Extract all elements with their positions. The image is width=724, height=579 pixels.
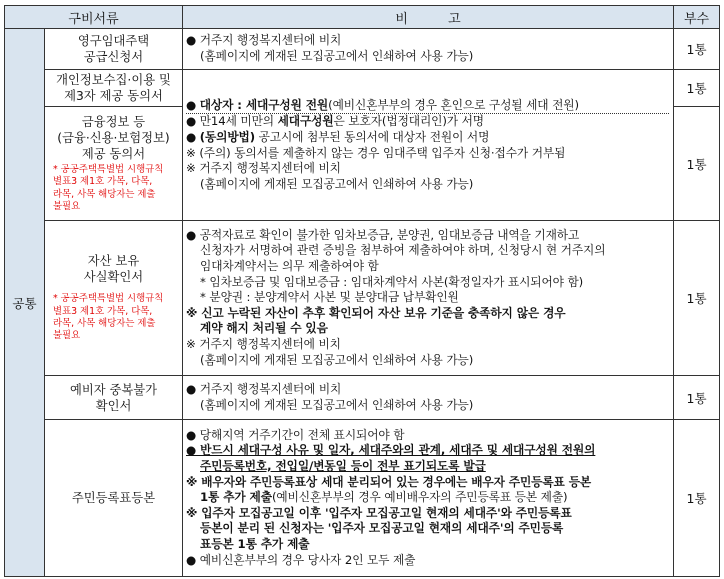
doc-name: 자산 보유 사실확인서 * 공공주택특별법 시행규칙 별표3 제1호 가목, 다목, 라목, 사목 해당자는 제출 불필요 <box>45 221 183 376</box>
remarks: ● 공적자료로 확인이 불가한 임차보증금, 분양권, 임대보증금 내역을 기재하고 신청자가 서명하여 관련 증빙을 첨부하여 제출하여야 하며, 신청당시 현 거주지의 임대차계약서는 의무 제출하여야 함 * 임차보증금 및 임대보증금 : 임대차계약서 사본(확정일자가 표시되어야 함) * 분양권 : 분양계약서 사본 및 분양대금 납부확인원 ※ 신고 누락된 자산이 추후 확인되어 자산 보유 기준을 충족하지 않은 경우 계약 해지 처리될 수 있음 ※ 거주지 행정복지센터에 비치 (홈페이지에 게재된 모집공고에서 인쇄하여 사용 가능) <box>183 221 674 376</box>
copy-count: 1통 <box>674 221 720 376</box>
group-label: 공통 <box>5 29 45 577</box>
doc-name: 예비자 중복불가 확인서 <box>45 376 183 420</box>
table-header-row <box>5 6 720 29</box>
copy-count: 1통 <box>674 29 720 70</box>
doc-name: 영구임대주택 공급신청서 <box>45 29 183 70</box>
remarks: ● 당해지역 거주기간이 전체 표시되어야 함 ● 반드시 세대구성 사유 및 일자, 세대주와의 관계, 세대주 및 세대구성원 전원의 주민등록번호, 전입일/변동일 등이 전부 표기되도록 발급 ※ 배우자와 주민등록표상 세대 분리되어 있는 경우에는 배우자 주민등록표 등본 1통 추가 제출(예비신혼부부의 경우 예비배우자의 주민등록표 등본 제출) ※ 입주자 모집공고일 이후 '입주자 모집공고일 현재의 세대주'와 주민등록표 등본이 분리 된 신청자는 '입주자 모집공고일 현재의 세대주'의 주민등록 표등본 1통 추가 제출 ● 예비신혼부부의 경우 당사자 2인 모두 제출 <box>183 420 674 577</box>
header-copies: 부수 <box>674 6 720 29</box>
exemption-note: * 공공주택특별법 시행규칙 별표3 제1호 가목, 다목, 라목, 사목 해당자는 제출 불필요 <box>53 163 164 212</box>
table-row <box>5 376 720 420</box>
copy-count: 1통 <box>674 376 720 420</box>
table-row <box>5 70 720 107</box>
header-remarks: 비 고 <box>183 6 674 29</box>
required-documents-table <box>4 5 720 577</box>
doc-name: 개인정보수집·이용 및 제3자 제공 동의서 <box>45 70 183 107</box>
exemption-note: * 공공주택특별법 시행규칙 별표3 제1호 가목, 다목, 라목, 사목 해당자는 제출 불필요 <box>53 293 164 342</box>
table-row <box>5 420 720 577</box>
doc-name: 주민등록표등본 <box>45 420 183 577</box>
copy-count: 1통 <box>674 70 720 107</box>
copy-count: 1통 <box>674 420 720 577</box>
header-documents: 구비서류 <box>5 6 183 29</box>
table-row <box>5 221 720 376</box>
remarks: ● 거주지 행정복지센터에 비치 (홈페이지에 게재된 모집공고에서 인쇄하여 사용 가능) <box>183 376 674 420</box>
remarks: ● 거주지 행정복지센터에 비치 (홈페이지에 게재된 모집공고에서 인쇄하여 사용 가능) <box>183 29 674 70</box>
doc-name: 금융정보 등 (금융·신용·보험정보) 제공 동의서 * 공공주택특별법 시행규칙 별표3 제1호 가목, 다목, 라목, 사목 해당자는 제출 불필요 <box>45 107 183 221</box>
table-row <box>5 29 720 70</box>
copy-count: 1통 <box>674 107 720 221</box>
remarks-consent: ● 대상자 : 세대구성원 전원(예비신혼부부의 경우 혼인으로 구성될 세대 전원) ● 만14세 미만의 세대구성원은 보호자(법정대리인)가 서명 ● (동의방법) 공고시에 첨부된 동의서에 대상자 전원이 서명 ※ (주의) 동의서를 제출하지 않는 경우 임대주택 입주자 신청·접수가 거부됨 ※ 거주지 행정복지센터에 비치 (홈페이지에 게재된 모집공고에서 인쇄하여 사용 가능) <box>183 70 674 221</box>
